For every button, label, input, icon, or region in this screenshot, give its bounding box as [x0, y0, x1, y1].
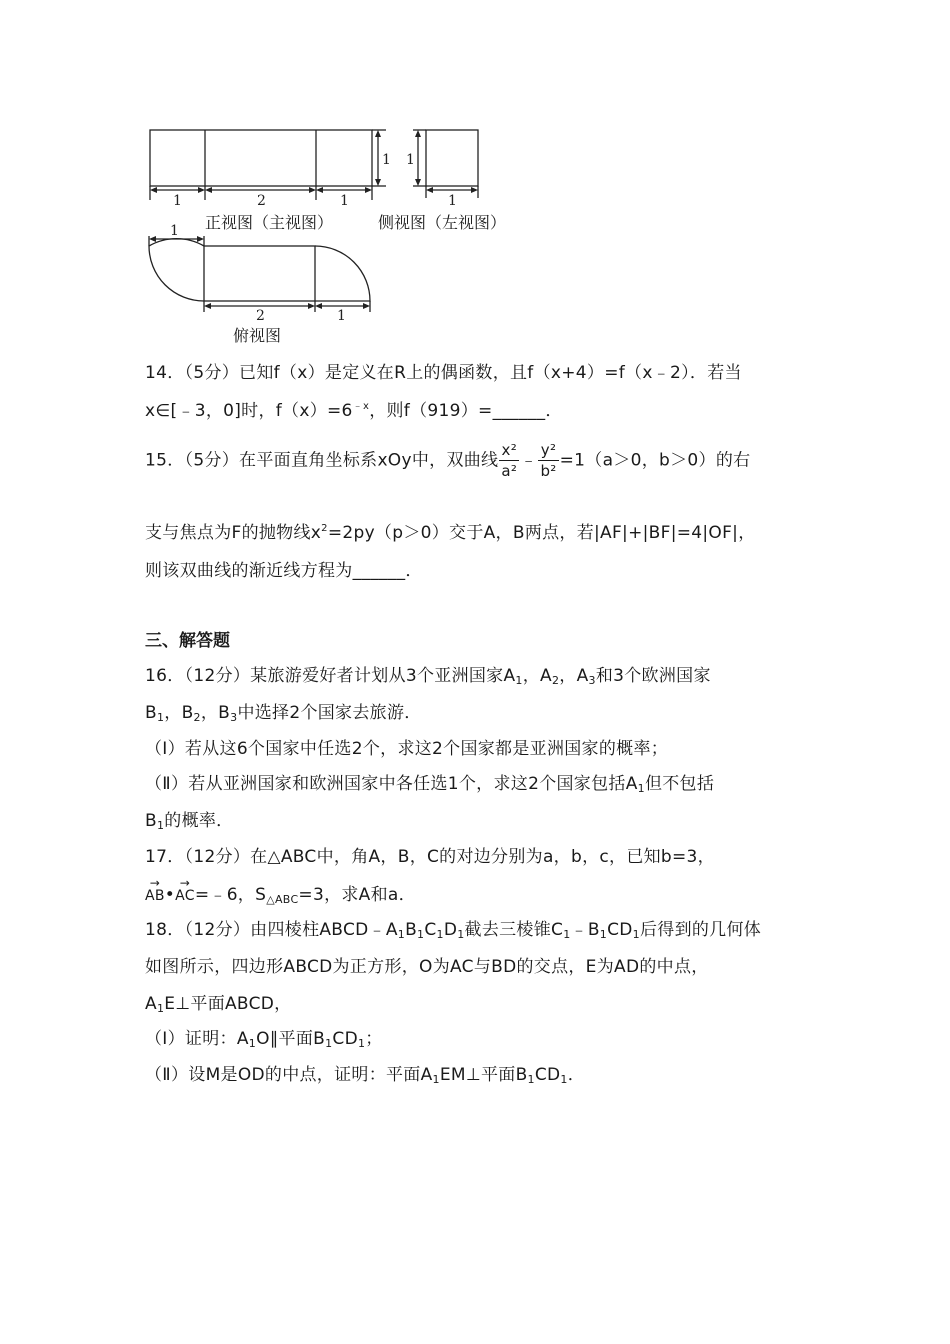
q18-line2: 如图所示，四边形ABCD为正方形，O为AC与BD的交点，E为AD的中点，	[145, 957, 709, 977]
dim-front-right: 1	[340, 193, 349, 209]
q16-part2: （Ⅱ）若从亚洲国家和欧洲国家中各任选1个，求这2个国家包括$A_1$但不包括	[145, 774, 715, 795]
right-quarter-arc	[315, 246, 370, 301]
top-view-caption: 俯视图	[233, 326, 282, 345]
q16-part1: （Ⅰ）若从这6个国家中任选2个，求这2个国家都是亚洲国家的概率；	[145, 739, 669, 759]
dim-top-radius: 1	[170, 223, 179, 239]
front-view-caption: 正视图（主视图）	[205, 213, 334, 232]
q16-line2: $B_1$，$B_2$，$B_3$中选择2个国家去旅游．	[145, 703, 422, 724]
section-title: 三、解答题	[145, 631, 230, 651]
q18-part2: （Ⅱ）设M是OD的中点，证明：平面$A_1EM\perp$平面$B_1CD_1$．	[145, 1065, 586, 1086]
dim-front-mid: 2	[257, 193, 266, 209]
three-view-figure	[0, 0, 950, 360]
dim-side-width: 1	[448, 193, 457, 209]
left-semicircle	[149, 239, 204, 301]
q17-line1: 17．（12分）在△ABC中，角A，B，C的对边分别为a，b，c，已知b=3，	[145, 847, 715, 867]
q18-part1: （Ⅰ）证明：$A_1O\parallel$平面$B_1CD_1$；	[145, 1029, 383, 1050]
q15-line1: 15．（5分）在平面直角坐标系xOy中，双曲线 $\frac{\text{x²}}{\text{a²}}$ ﹣ $\frac{\text{y²}}{\text{b²}}$ =1（a＞0，b＞0）的右	[145, 441, 751, 480]
fraction-x2-a2: $\frac{\text{x²}}{\text{a²}}$	[501, 441, 518, 480]
q17-line2: → AB•→ AC=﹣6，$S_{\triangle ABC}=3$，求A和a．	[145, 880, 416, 906]
vector-ac: → AC	[175, 888, 195, 904]
dim-top-right: 1	[337, 308, 346, 324]
q16-line1: 16．（12分）某旅游爱好者计划从3个亚洲国家$A_1$，$A_2$，$A_3$和3个欧洲国家	[145, 666, 711, 687]
q14-line2: x∈[﹣3，0]时，$f(x)=6^{﹣x}$，则f（919）=______．	[145, 401, 563, 421]
dim-front-height: 1	[382, 152, 391, 168]
front-view-rect	[150, 130, 372, 186]
fraction-y2-b2: $\frac{\text{y²}}{\text{b²}}$	[540, 441, 557, 480]
side-view-caption: 侧视图（左视图）	[378, 213, 507, 232]
dim-front-left: 1	[173, 193, 182, 209]
q15-line3: 则该双曲线的渐近线方程为______．	[145, 561, 423, 581]
q15-line2: 支与焦点为F的抛物线$x^2=2py(p>0)$交于A，B两点，若|AF|+|BF|=4|OF|，	[145, 523, 756, 543]
q18-line1: 18．（12分）由四棱柱$ABCD﹣A_1B_1C_1D_1$截去三棱锥$C_1﹣B_1CD_1$后得到的几何体	[145, 920, 762, 941]
q14-line1: 14．（5分）已知f（x）是定义在R上的偶函数，且f（x+4）=f（x﹣2）．若当	[145, 363, 742, 383]
vector-ab: → AB	[145, 888, 165, 904]
dim-top-mid: 2	[256, 308, 265, 324]
q16-part2-line2: $B_1$的概率．	[145, 811, 234, 832]
top-view-rect	[204, 246, 315, 301]
q18-line3: $A_1E\perp$平面ABCD，	[145, 994, 292, 1015]
side-view-rect	[426, 130, 478, 186]
dim-side-height: 1	[406, 152, 415, 168]
